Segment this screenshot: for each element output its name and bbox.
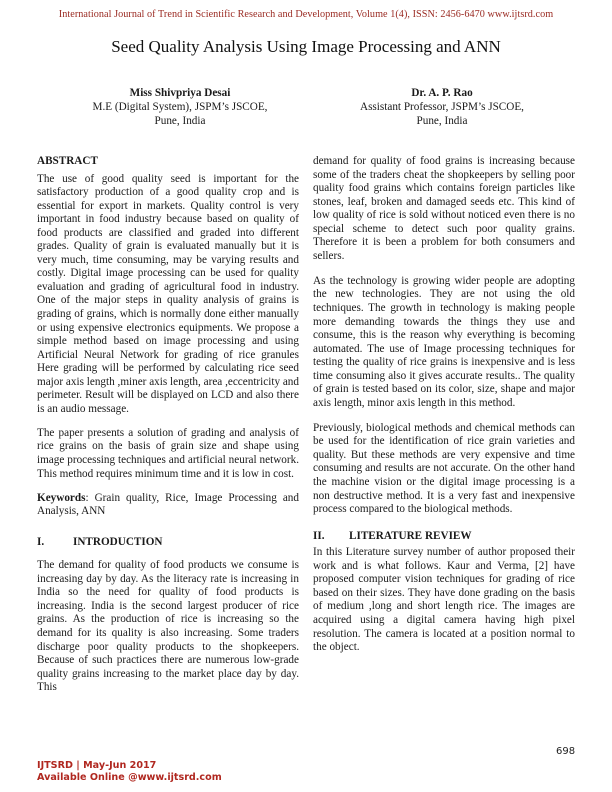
introduction-paragraph: demand for quality of food grains is increasing because some of the traders cheat the shopkeepers by selling poor quality food grains which contains foreign particles like stones, leaf, broken and damaged seeds etc. This kind of low quality of rice is sold without noticed even there is no special scheme to detect such poor quality grains. Therefore it is been a problem for both consumers and sellers. [313,155,575,262]
paper-title: Seed Quality Analysis Using Image Processing and ANN [111,37,501,56]
author-name: Dr. A. P. Rao [411,87,473,99]
left-column [37,155,299,705]
author-affiliation: Assistant Professor, JSPM’s JSCOE, [360,101,524,113]
keywords [37,492,299,519]
footer-online-link[interactable]: Available Online @www.ijtsrd.com [37,772,222,783]
keywords-text: : Grain quality, Rice, Image Processing and Analysis, ANN [37,491,299,518]
section-number: II. [313,529,325,542]
introduction-paragraph: Previously, biological methods and chemical methods can be used for the identification of rice grain varieties and quality. But these methods are very expensive and time consuming and results are not accurate. On the other hand the machine vision or the digital image processing is a non destructive method. It is a very fast and inexpensive process compared to the biological methods. [313,421,575,516]
introduction-paragraph: As the technology is growing wider people are adopting the new technologies. They are not using the old techniques. The growth in technology is making people more demanding towards the things they use and consume, this is the reason why everything is becoming automated. The use of Image processing techniques for testing the quality of rice grains is inexpensive and is less time consuming also it gives accurate results.. The quality of grain is tested based on its color, size, shape and major axis length, minor axis length in this method. [313,274,575,409]
literature-review-heading [313,530,575,544]
introduction-paragraph: The demand for quality of food products we consume is increasing day by day. As the literacy rate is increasing in India so the need for quality of food products is increasing. India is the second largest producer of rice grains. As the production of rice is increasing so the demand for its quality is also increasing. Some traders discharge poor quality products to the shopkeepers. Because of such practices there are numerous low-grade quality grains increasing to the market place day by day. This [37,559,299,694]
page-number: 698 [556,746,576,757]
introduction-heading [37,536,299,550]
keywords-label: Keywords [37,491,86,504]
journal-footer [37,760,222,784]
section-title: INTRODUCTION [73,535,163,548]
abstract-paragraph: The paper presents a solution of grading and analysis of rice grains on the basis of grain size and shape using image processing techniques and artificial neural network. This method requires minimum time and it is low in cost. [37,426,299,480]
author-affiliation: M.E (Digital System), JSPM’s JSCOE, [92,101,268,113]
footer-issue: IJTSRD | May-Jun 2017 [37,760,157,771]
author-block-1 [60,86,300,128]
author-block-2 [322,86,562,128]
journal-header: International Journal of Trend in Scientific Research and Development, Volume 1(4), ISSN: 2456-6470 www.ijtsrd.com [58,9,554,20]
author-name: Miss Shivpriya Desai [129,87,231,99]
author-location: Pune, India [416,115,468,127]
abstract-heading: ABSTRACT [37,155,98,167]
section-title: LITERATURE REVIEW [349,529,472,542]
abstract-paragraph: The use of good quality seed is important for the satisfactory production of a good quality crop and is essential for export in markets. Quality control is very important in food industry because based on quality of food products are classified and graded into different grades. Quality of grain is evaluated manually but it is very much, time consuming, may be varying results and costly. Digital image processing can be used for quality evaluation and grading of agricultural food in industry. One of the major steps in quality analysis of grains is grading of grains, which is normally done either manually or using expensive electronics equipments. We propose a simple method based on image processing and using Artificial Neural Network for grading of rice granules Here grading will be performed by calculating rice seed major axis length ,miner axis length, area ,eccentricity and perimeter. Result will be displayed on LCD and also there is an audio message. [37,172,299,415]
literature-review-paragraph: In this Literature survey number of author proposed their work and is what follows. Kaur and Verma, [2] have proposed computer vision techniques for grading of rice based on their sizes. They have done grading on the basis of medium ,long and short length rice. The images are acquired using a digital camera having high pixel resolution. The camera is located at a position normal to the object. [313,546,575,654]
author-location: Pune, India [154,115,206,127]
right-column [313,155,575,666]
section-number: I. [37,535,45,548]
